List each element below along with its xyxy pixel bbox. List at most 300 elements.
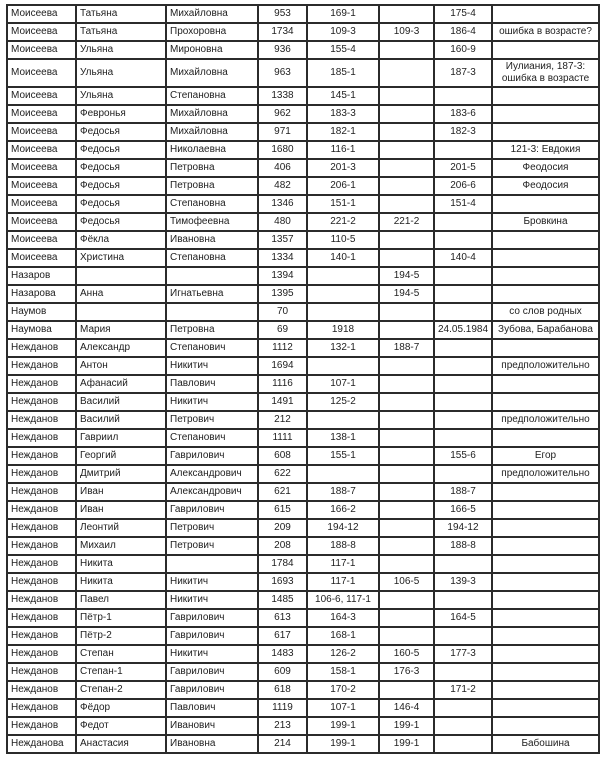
cell-ref-1: 199-1 [307, 717, 379, 735]
cell-notes [492, 231, 599, 249]
cell-record-number: 214 [258, 735, 307, 753]
cell-notes [492, 339, 599, 357]
cell-record-number: 1119 [258, 699, 307, 717]
cell-notes [492, 501, 599, 519]
cell-patronymic: Гаврилович [166, 627, 258, 645]
cell-given-name: Ульяна [76, 41, 166, 59]
cell-record-number: 621 [258, 483, 307, 501]
cell-record-number: 70 [258, 303, 307, 321]
cell-notes: Феодосия [492, 177, 599, 195]
cell-given-name: Василий [76, 393, 166, 411]
cell-record-number: 962 [258, 105, 307, 123]
cell-ref-3: 166-5 [434, 501, 492, 519]
records-table [6, 4, 600, 754]
cell-surname: Моисеева [7, 87, 76, 105]
cell-ref-2 [379, 41, 434, 59]
cell-record-number: 1485 [258, 591, 307, 609]
cell-ref-1: 107-1 [307, 375, 379, 393]
cell-surname: Моисеева [7, 195, 76, 213]
cell-notes: ошибка в возрасте? [492, 23, 599, 41]
table-row [7, 699, 599, 717]
cell-ref-1: 194-12 [307, 519, 379, 537]
cell-patronymic: Степановна [166, 195, 258, 213]
cell-patronymic: Михайловна [166, 59, 258, 87]
cell-ref-1: 199-1 [307, 735, 379, 753]
cell-ref-3 [434, 663, 492, 681]
cell-given-name: Антон [76, 357, 166, 375]
cell-record-number: 1111 [258, 429, 307, 447]
cell-notes: предположительно [492, 465, 599, 483]
cell-ref-3 [434, 339, 492, 357]
table-row [7, 123, 599, 141]
cell-surname: Нежданов [7, 483, 76, 501]
cell-patronymic [166, 555, 258, 573]
cell-ref-2: 194-5 [379, 285, 434, 303]
cell-ref-1: 155-1 [307, 447, 379, 465]
cell-patronymic: Гаврилович [166, 447, 258, 465]
cell-record-number: 1334 [258, 249, 307, 267]
cell-ref-2 [379, 375, 434, 393]
cell-ref-2: 106-5 [379, 573, 434, 591]
cell-ref-1: 182-1 [307, 123, 379, 141]
cell-surname: Моисеева [7, 123, 76, 141]
cell-ref-1 [307, 285, 379, 303]
cell-patronymic: Петровна [166, 321, 258, 339]
cell-given-name: Степан-1 [76, 663, 166, 681]
cell-given-name: Федосья [76, 159, 166, 177]
table-row [7, 285, 599, 303]
cell-ref-3: 194-12 [434, 519, 492, 537]
cell-record-number: 1338 [258, 87, 307, 105]
table-row [7, 249, 599, 267]
cell-ref-3: 188-7 [434, 483, 492, 501]
cell-ref-3: 160-9 [434, 41, 492, 59]
table-row [7, 159, 599, 177]
table-row [7, 357, 599, 375]
cell-record-number: 1694 [258, 357, 307, 375]
cell-surname: Нежданов [7, 699, 76, 717]
cell-surname: Нежданов [7, 375, 76, 393]
cell-ref-1: 106-6, 117-1 [307, 591, 379, 609]
cell-patronymic: Михайловна [166, 105, 258, 123]
cell-patronymic: Николаевна [166, 141, 258, 159]
cell-ref-3 [434, 303, 492, 321]
cell-ref-3: 183-6 [434, 105, 492, 123]
cell-ref-2 [379, 591, 434, 609]
cell-ref-3 [434, 393, 492, 411]
cell-given-name: Федосья [76, 141, 166, 159]
cell-notes [492, 717, 599, 735]
cell-given-name: Михаил [76, 537, 166, 555]
cell-ref-3: 188-8 [434, 537, 492, 555]
cell-ref-3 [434, 267, 492, 285]
cell-notes [492, 123, 599, 141]
cell-patronymic [166, 267, 258, 285]
table-row [7, 5, 599, 23]
cell-given-name: Георгий [76, 447, 166, 465]
cell-notes [492, 195, 599, 213]
cell-notes [492, 681, 599, 699]
cell-ref-1: 168-1 [307, 627, 379, 645]
cell-surname: Моисеева [7, 159, 76, 177]
table-row [7, 573, 599, 591]
table-row [7, 321, 599, 339]
table-row [7, 537, 599, 555]
table-row [7, 213, 599, 231]
cell-notes [492, 537, 599, 555]
cell-patronymic: Гаврилович [166, 609, 258, 627]
cell-notes: Бровкина [492, 213, 599, 231]
cell-ref-1: 145-1 [307, 87, 379, 105]
cell-ref-1: 206-1 [307, 177, 379, 195]
cell-ref-1: 107-1 [307, 699, 379, 717]
cell-patronymic: Александрович [166, 483, 258, 501]
cell-surname: Нежданов [7, 573, 76, 591]
cell-record-number: 1784 [258, 555, 307, 573]
cell-given-name: Иван [76, 501, 166, 519]
cell-record-number: 615 [258, 501, 307, 519]
cell-notes [492, 699, 599, 717]
cell-given-name: Афанасий [76, 375, 166, 393]
cell-record-number: 1680 [258, 141, 307, 159]
cell-ref-2 [379, 609, 434, 627]
cell-ref-3 [434, 627, 492, 645]
cell-record-number: 1394 [258, 267, 307, 285]
cell-notes: Егор [492, 447, 599, 465]
cell-record-number: 209 [258, 519, 307, 537]
cell-surname: Нежданов [7, 645, 76, 663]
cell-ref-1: 185-1 [307, 59, 379, 87]
table-row [7, 177, 599, 195]
table-row [7, 735, 599, 753]
table-row [7, 195, 599, 213]
cell-ref-2 [379, 627, 434, 645]
cell-patronymic: Степановна [166, 87, 258, 105]
table-row [7, 303, 599, 321]
cell-surname: Моисеева [7, 23, 76, 41]
cell-record-number: 963 [258, 59, 307, 87]
cell-notes: предположительно [492, 357, 599, 375]
cell-ref-2: 221-2 [379, 213, 434, 231]
cell-ref-2: 109-3 [379, 23, 434, 41]
cell-ref-2 [379, 105, 434, 123]
cell-given-name: Иван [76, 483, 166, 501]
cell-ref-1: 201-3 [307, 159, 379, 177]
cell-ref-2 [379, 59, 434, 87]
cell-surname: Нежданов [7, 627, 76, 645]
cell-record-number: 1112 [258, 339, 307, 357]
cell-ref-3 [434, 591, 492, 609]
cell-given-name: Федосья [76, 177, 166, 195]
cell-ref-1: 158-1 [307, 663, 379, 681]
cell-given-name: Федосья [76, 123, 166, 141]
table-row [7, 591, 599, 609]
cell-record-number: 1693 [258, 573, 307, 591]
cell-patronymic: Петровна [166, 177, 258, 195]
cell-ref-2 [379, 249, 434, 267]
cell-given-name: Христина [76, 249, 166, 267]
cell-ref-1: 138-1 [307, 429, 379, 447]
cell-given-name: Василий [76, 411, 166, 429]
cell-patronymic: Петрович [166, 519, 258, 537]
cell-given-name: Никита [76, 555, 166, 573]
cell-ref-1: 221-2 [307, 213, 379, 231]
cell-surname: Наумов [7, 303, 76, 321]
cell-ref-2 [379, 537, 434, 555]
cell-given-name: Анна [76, 285, 166, 303]
table-row [7, 663, 599, 681]
cell-surname: Назарова [7, 285, 76, 303]
cell-surname: Нежданов [7, 537, 76, 555]
cell-ref-3: 175-4 [434, 5, 492, 23]
cell-notes: Бабошина [492, 735, 599, 753]
cell-given-name: Пётр-2 [76, 627, 166, 645]
cell-ref-2 [379, 501, 434, 519]
cell-record-number: 208 [258, 537, 307, 555]
table-row [7, 627, 599, 645]
cell-notes [492, 609, 599, 627]
cell-ref-2 [379, 177, 434, 195]
cell-surname: Моисеева [7, 213, 76, 231]
cell-record-number: 1395 [258, 285, 307, 303]
cell-ref-2 [379, 447, 434, 465]
cell-ref-3: 187-3 [434, 59, 492, 87]
table-row [7, 267, 599, 285]
cell-given-name: Мария [76, 321, 166, 339]
cell-surname: Нежданов [7, 393, 76, 411]
cell-notes [492, 645, 599, 663]
cell-ref-2 [379, 195, 434, 213]
cell-surname: Моисеева [7, 41, 76, 59]
cell-patronymic: Степановна [166, 249, 258, 267]
cell-notes [492, 573, 599, 591]
cell-given-name: Никита [76, 573, 166, 591]
cell-given-name: Татьяна [76, 5, 166, 23]
cell-notes [492, 429, 599, 447]
cell-ref-1: 170-2 [307, 681, 379, 699]
cell-ref-2 [379, 519, 434, 537]
cell-surname: Моисеева [7, 59, 76, 87]
cell-ref-2 [379, 87, 434, 105]
cell-notes: Иулиания, 187-3: ошибка в возрасте [492, 59, 599, 87]
cell-record-number: 613 [258, 609, 307, 627]
cell-ref-3 [434, 717, 492, 735]
cell-ref-3 [434, 285, 492, 303]
cell-surname: Нежданов [7, 555, 76, 573]
table-row [7, 645, 599, 663]
cell-surname: Моисеева [7, 231, 76, 249]
cell-ref-3: 140-4 [434, 249, 492, 267]
cell-ref-2 [379, 123, 434, 141]
table-row [7, 465, 599, 483]
cell-surname: Нежданов [7, 465, 76, 483]
cell-patronymic: Петровна [166, 159, 258, 177]
cell-ref-3: 164-5 [434, 609, 492, 627]
cell-patronymic: Петрович [166, 537, 258, 555]
cell-surname: Нежданов [7, 411, 76, 429]
cell-ref-2: 146-4 [379, 699, 434, 717]
table-row [7, 339, 599, 357]
cell-ref-3 [434, 555, 492, 573]
cell-given-name [76, 267, 166, 285]
cell-notes [492, 519, 599, 537]
cell-ref-2 [379, 465, 434, 483]
cell-notes: Феодосия [492, 159, 599, 177]
cell-patronymic: Степанович [166, 339, 258, 357]
cell-notes: 121-3: Евдокия [492, 141, 599, 159]
cell-ref-2 [379, 393, 434, 411]
document-page [0, 4, 600, 764]
cell-notes: Зубова, Барабанова [492, 321, 599, 339]
cell-ref-2: 160-5 [379, 645, 434, 663]
cell-ref-1: 164-3 [307, 609, 379, 627]
cell-ref-2 [379, 681, 434, 699]
cell-notes [492, 375, 599, 393]
cell-ref-3: 155-6 [434, 447, 492, 465]
cell-surname: Нежданов [7, 717, 76, 735]
cell-ref-2 [379, 411, 434, 429]
cell-surname: Нежданов [7, 663, 76, 681]
cell-given-name: Фёкла [76, 231, 166, 249]
cell-ref-1: 155-4 [307, 41, 379, 59]
cell-ref-3 [434, 87, 492, 105]
cell-ref-2 [379, 321, 434, 339]
cell-ref-2: 188-7 [379, 339, 434, 357]
cell-notes [492, 627, 599, 645]
cell-record-number: 69 [258, 321, 307, 339]
cell-surname: Нежданов [7, 429, 76, 447]
cell-ref-2 [379, 303, 434, 321]
cell-notes [492, 285, 599, 303]
cell-surname: Наумова [7, 321, 76, 339]
cell-patronymic [166, 303, 258, 321]
cell-ref-2 [379, 429, 434, 447]
table-row [7, 59, 599, 87]
cell-record-number: 609 [258, 663, 307, 681]
cell-ref-1: 188-7 [307, 483, 379, 501]
cell-ref-3: 151-4 [434, 195, 492, 213]
cell-ref-3: 182-3 [434, 123, 492, 141]
cell-record-number: 482 [258, 177, 307, 195]
cell-notes [492, 87, 599, 105]
cell-ref-1 [307, 303, 379, 321]
table-row [7, 41, 599, 59]
cell-given-name: Федосья [76, 195, 166, 213]
cell-ref-3: 139-3 [434, 573, 492, 591]
cell-ref-3: 206-6 [434, 177, 492, 195]
cell-surname: Нежданов [7, 501, 76, 519]
cell-ref-1: 183-3 [307, 105, 379, 123]
cell-ref-1: 169-1 [307, 5, 379, 23]
cell-ref-3: 186-4 [434, 23, 492, 41]
cell-notes [492, 555, 599, 573]
table-row [7, 429, 599, 447]
cell-notes [492, 591, 599, 609]
cell-ref-1: 117-1 [307, 573, 379, 591]
cell-patronymic: Мироновна [166, 41, 258, 59]
cell-record-number: 1491 [258, 393, 307, 411]
cell-record-number: 1116 [258, 375, 307, 393]
cell-patronymic: Ивановна [166, 231, 258, 249]
cell-record-number: 617 [258, 627, 307, 645]
cell-notes [492, 663, 599, 681]
cell-record-number: 1357 [258, 231, 307, 249]
cell-notes [492, 393, 599, 411]
cell-ref-3 [434, 213, 492, 231]
cell-ref-2 [379, 141, 434, 159]
cell-patronymic: Тимофеевна [166, 213, 258, 231]
cell-ref-1: 110-5 [307, 231, 379, 249]
table-row [7, 141, 599, 159]
cell-ref-3: 24.05.1984 [434, 321, 492, 339]
cell-ref-1 [307, 357, 379, 375]
cell-surname: Нежданов [7, 609, 76, 627]
cell-ref-1 [307, 465, 379, 483]
table-row [7, 681, 599, 699]
cell-patronymic: Александрович [166, 465, 258, 483]
cell-patronymic: Михайловна [166, 5, 258, 23]
cell-ref-3 [434, 735, 492, 753]
cell-ref-1: 151-1 [307, 195, 379, 213]
cell-ref-3: 171-2 [434, 681, 492, 699]
table-row [7, 501, 599, 519]
cell-ref-2: 194-5 [379, 267, 434, 285]
table-row [7, 231, 599, 249]
cell-ref-1: 125-2 [307, 393, 379, 411]
cell-given-name: Пётр-1 [76, 609, 166, 627]
cell-patronymic: Петрович [166, 411, 258, 429]
cell-given-name: Степан-2 [76, 681, 166, 699]
cell-ref-3 [434, 375, 492, 393]
cell-record-number: 480 [258, 213, 307, 231]
table-row [7, 483, 599, 501]
cell-surname: Моисеева [7, 177, 76, 195]
cell-ref-1: 166-2 [307, 501, 379, 519]
cell-notes [492, 483, 599, 501]
cell-patronymic: Никитич [166, 591, 258, 609]
cell-ref-2 [379, 159, 434, 177]
cell-notes [492, 5, 599, 23]
cell-notes [492, 249, 599, 267]
table-row [7, 23, 599, 41]
cell-ref-3 [434, 429, 492, 447]
cell-notes: предположительно [492, 411, 599, 429]
cell-ref-2 [379, 357, 434, 375]
cell-surname: Моисеева [7, 141, 76, 159]
cell-notes [492, 105, 599, 123]
cell-patronymic: Ивановна [166, 735, 258, 753]
cell-patronymic: Павлович [166, 699, 258, 717]
cell-surname: Моисеева [7, 249, 76, 267]
cell-surname: Нежданов [7, 447, 76, 465]
table-row [7, 609, 599, 627]
cell-record-number: 212 [258, 411, 307, 429]
cell-record-number: 608 [258, 447, 307, 465]
table-row [7, 447, 599, 465]
cell-patronymic: Никитич [166, 645, 258, 663]
cell-given-name: Дмитрий [76, 465, 166, 483]
cell-given-name: Гавриил [76, 429, 166, 447]
cell-ref-2: 176-3 [379, 663, 434, 681]
cell-patronymic: Иванович [166, 717, 258, 735]
cell-given-name [76, 303, 166, 321]
cell-record-number: 971 [258, 123, 307, 141]
cell-record-number: 936 [258, 41, 307, 59]
cell-given-name: Татьяна [76, 23, 166, 41]
cell-ref-1 [307, 267, 379, 285]
cell-record-number: 953 [258, 5, 307, 23]
table-row [7, 519, 599, 537]
